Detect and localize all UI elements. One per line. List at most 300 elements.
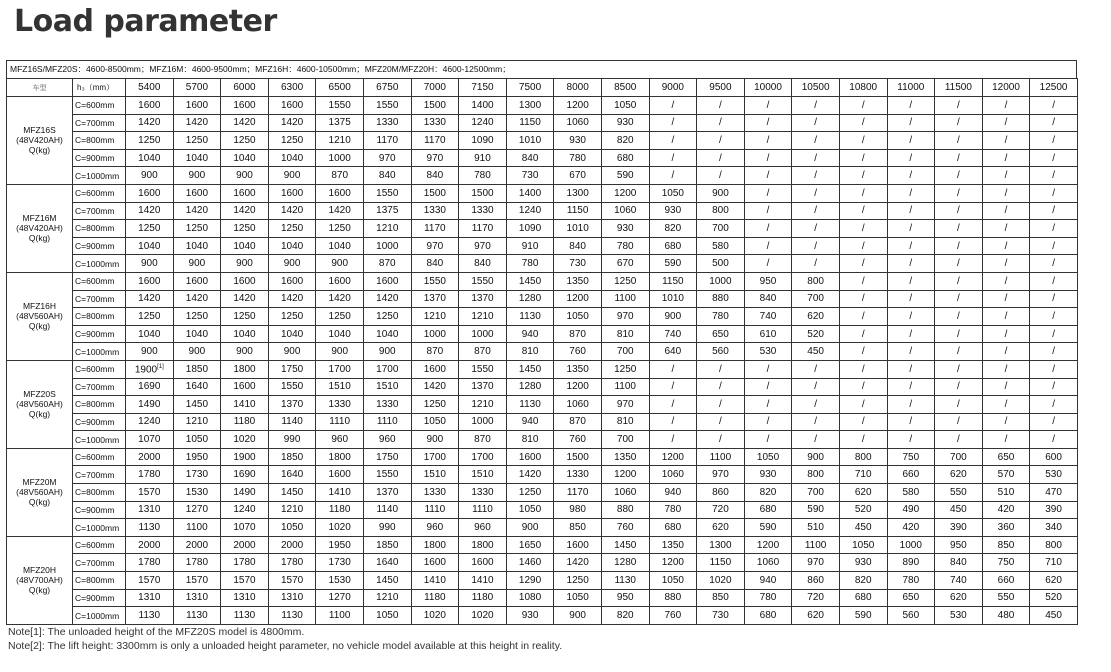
capacity-cell: / (935, 167, 983, 185)
capacity-cell: / (935, 290, 983, 308)
capacity-cell: 1850 (268, 448, 316, 466)
height-header-cell: 6300 (268, 79, 316, 97)
capacity-cell: 1420 (506, 466, 554, 484)
capacity-cell: 1270 (173, 501, 221, 519)
capacity-cell: 1130 (506, 308, 554, 326)
capacity-cell: 340 (1030, 519, 1078, 537)
capacity-cell: 1310 (221, 589, 269, 607)
capacity-cell: 970 (697, 466, 745, 484)
capacity-cell: 1090 (459, 132, 507, 150)
capacity-cell: 1240 (506, 202, 554, 220)
capacity-cell: 900 (221, 167, 269, 185)
capacity-cell: 820 (601, 132, 649, 150)
capacity-cell: 1570 (126, 484, 174, 502)
capacity-cell: 950 (744, 272, 792, 290)
capacity-cell: 850 (982, 536, 1030, 554)
capacity-cell: / (839, 167, 887, 185)
capacity-cell: 720 (792, 589, 840, 607)
capacity-cell: 900 (554, 607, 602, 625)
capacity-cell: 1250 (601, 360, 649, 378)
capacity-cell: 970 (601, 308, 649, 326)
capacity-cell: 1420 (411, 378, 459, 396)
capacity-cell: 870 (411, 343, 459, 361)
capacity-cell: 870 (363, 255, 411, 273)
load-table-container (6, 60, 1077, 625)
capacity-cell: 940 (506, 413, 554, 431)
capacity-cell: 1350 (601, 448, 649, 466)
capacity-cell: 1460 (506, 554, 554, 572)
capacity-cell: 590 (601, 167, 649, 185)
height-column-header: h₃（mm） (73, 79, 126, 97)
capacity-cell: 1210 (459, 308, 507, 326)
capacity-cell: 960 (363, 431, 411, 449)
capacity-cell: / (649, 97, 697, 115)
capacity-cell: / (935, 97, 983, 115)
capacity-cell: / (1030, 255, 1078, 273)
capacity-cell: 1040 (221, 237, 269, 255)
capacity-cell: 840 (935, 554, 983, 572)
capacity-cell: / (1030, 431, 1078, 449)
load-center-cell: C=600mm (73, 448, 126, 466)
capacity-cell: 1600 (268, 184, 316, 202)
capacity-cell: 1040 (268, 325, 316, 343)
capacity-cell: 1300 (697, 536, 745, 554)
capacity-cell: 1510 (316, 378, 364, 396)
load-center-cell: C=600mm (73, 360, 126, 378)
capacity-cell: / (935, 413, 983, 431)
capacity-cell: 1420 (126, 202, 174, 220)
model-name-line: MFZ20S (23, 389, 56, 400)
capacity-cell: 1600 (221, 184, 269, 202)
capacity-cell: 720 (697, 501, 745, 519)
capacity-cell: 1420 (173, 202, 221, 220)
capacity-cell: 680 (744, 607, 792, 625)
capacity-cell: / (935, 237, 983, 255)
capacity-cell: 930 (649, 202, 697, 220)
capacity-cell: / (792, 184, 840, 202)
capacity-cell: / (935, 272, 983, 290)
model-name-line: (48V420AH) (16, 223, 63, 234)
capacity-cell: 950 (601, 589, 649, 607)
capacity-cell: 1130 (126, 607, 174, 625)
capacity-cell: / (887, 149, 935, 167)
table-row (7, 360, 1078, 378)
capacity-cell: 1100 (697, 448, 745, 466)
load-center-cell: C=1000mm (73, 519, 126, 537)
model-name-line: MFZ20H (22, 565, 57, 576)
capacity-cell: 1420 (316, 202, 364, 220)
table-row (7, 589, 1078, 607)
capacity-cell: 1330 (459, 484, 507, 502)
capacity-cell: 1450 (601, 536, 649, 554)
capacity-cell: 1370 (268, 396, 316, 414)
capacity-cell: 940 (744, 572, 792, 590)
capacity-cell: / (697, 167, 745, 185)
capacity-cell: 390 (1030, 501, 1078, 519)
capacity-cell: 1040 (126, 325, 174, 343)
capacity-cell: / (839, 360, 887, 378)
capacity-cell: 1050 (649, 572, 697, 590)
capacity-cell: 1170 (363, 132, 411, 150)
lift-heights-note: MFZ16S/MFZ20S：4600-8500mm；MFZ16M：4600-9500mm；MFZ16H：4600-10500mm；MFZ20M/MFZ20H：4600-12500mm； (6, 60, 1077, 78)
capacity-cell: / (887, 237, 935, 255)
capacity-cell: 900 (173, 167, 221, 185)
capacity-cell: 1640 (268, 466, 316, 484)
capacity-cell: 700 (792, 290, 840, 308)
capacity-cell: 1500 (411, 97, 459, 115)
capacity-cell: 900 (221, 343, 269, 361)
capacity-cell: 1310 (173, 589, 221, 607)
capacity-cell: 2000 (173, 536, 221, 554)
capacity-cell: / (649, 413, 697, 431)
capacity-cell: 840 (554, 237, 602, 255)
capacity-cell: 970 (601, 396, 649, 414)
capacity-cell: 910 (506, 237, 554, 255)
capacity-cell: 1050 (601, 97, 649, 115)
capacity-cell: 1250 (126, 220, 174, 238)
capacity-cell: 1400 (506, 184, 554, 202)
capacity-cell: 1000 (316, 149, 364, 167)
capacity-cell: 1010 (506, 132, 554, 150)
capacity-cell: 1550 (459, 272, 507, 290)
capacity-cell: 520 (792, 325, 840, 343)
capacity-cell: 900 (126, 167, 174, 185)
capacity-cell: 900 (221, 255, 269, 273)
capacity-cell: 970 (459, 237, 507, 255)
capacity-cell: / (982, 184, 1030, 202)
height-header-cell: 6500 (316, 79, 364, 97)
capacity-cell: 2000 (126, 536, 174, 554)
capacity-cell: / (982, 396, 1030, 414)
table-row (7, 308, 1078, 326)
capacity-cell: 1040 (221, 149, 269, 167)
capacity-cell: 930 (839, 554, 887, 572)
capacity-cell: 960 (459, 519, 507, 537)
capacity-cell: 1330 (554, 466, 602, 484)
capacity-cell: 1200 (554, 378, 602, 396)
model-column-header: 车型 (7, 79, 73, 97)
capacity-cell: 600 (1030, 448, 1078, 466)
capacity-cell: 500 (697, 255, 745, 273)
capacity-cell: 740 (649, 325, 697, 343)
capacity-cell: 590 (649, 255, 697, 273)
capacity-cell: 660 (887, 466, 935, 484)
capacity-cell: / (839, 114, 887, 132)
capacity-cell: 810 (506, 431, 554, 449)
capacity-cell: / (792, 255, 840, 273)
capacity-cell: 1060 (744, 554, 792, 572)
capacity-cell: 740 (935, 572, 983, 590)
capacity-cell: / (982, 97, 1030, 115)
capacity-cell: 820 (649, 220, 697, 238)
capacity-cell: 900 (268, 343, 316, 361)
capacity-cell: 1050 (363, 607, 411, 625)
capacity-cell: / (744, 184, 792, 202)
capacity-cell: 1600 (411, 360, 459, 378)
capacity-cell: 1500 (459, 184, 507, 202)
capacity-cell: 840 (363, 167, 411, 185)
capacity-cell: / (839, 97, 887, 115)
load-center-cell: C=800mm (73, 484, 126, 502)
capacity-cell: 870 (554, 413, 602, 431)
capacity-cell: 660 (982, 572, 1030, 590)
model-name-line: (48V420AH) (16, 135, 63, 146)
capacity-cell: 1950 (173, 448, 221, 466)
capacity-cell: 1310 (126, 589, 174, 607)
capacity-cell: 760 (601, 519, 649, 537)
capacity-cell: 1310 (268, 589, 316, 607)
capacity-cell: 1040 (173, 237, 221, 255)
model-name-cell (7, 97, 73, 185)
capacity-cell: / (1030, 360, 1078, 378)
capacity-cell: / (935, 325, 983, 343)
capacity-cell: / (839, 272, 887, 290)
table-row (7, 396, 1078, 414)
height-header-cell: 7500 (506, 79, 554, 97)
capacity-cell: 1060 (601, 484, 649, 502)
capacity-cell: 1950 (316, 536, 364, 554)
capacity-cell: 1370 (459, 378, 507, 396)
capacity-cell: 840 (506, 149, 554, 167)
height-header-cell: 6000 (221, 79, 269, 97)
capacity-cell: 1210 (268, 501, 316, 519)
capacity-cell: / (792, 132, 840, 150)
capacity-cell: / (982, 413, 1030, 431)
table-row (7, 97, 1078, 115)
capacity-cell: / (935, 220, 983, 238)
capacity-cell: 1060 (554, 396, 602, 414)
capacity-cell: 890 (887, 554, 935, 572)
capacity-cell: / (982, 325, 1030, 343)
capacity-cell: / (887, 114, 935, 132)
capacity-cell: / (697, 431, 745, 449)
capacity-cell: 1250 (268, 308, 316, 326)
capacity-cell: 1100 (173, 519, 221, 537)
capacity-cell: / (982, 220, 1030, 238)
capacity-cell: 1420 (554, 554, 602, 572)
capacity-cell: / (744, 220, 792, 238)
capacity-cell: 1600 (126, 97, 174, 115)
height-header-cell: 5700 (173, 79, 221, 97)
capacity-cell: 1050 (506, 501, 554, 519)
capacity-cell: 870 (316, 167, 364, 185)
capacity-cell: / (649, 149, 697, 167)
capacity-cell: 1330 (411, 202, 459, 220)
capacity-cell: 1600 (221, 378, 269, 396)
capacity-cell: 520 (839, 501, 887, 519)
capacity-cell: 990 (363, 519, 411, 537)
capacity-cell: 1850 (173, 360, 221, 378)
capacity-cell: 930 (506, 607, 554, 625)
capacity-cell: 670 (601, 255, 649, 273)
capacity-cell: 1600 (316, 466, 364, 484)
capacity-cell: 1600 (173, 97, 221, 115)
capacity-cell: 970 (792, 554, 840, 572)
load-center-cell: C=800mm (73, 220, 126, 238)
capacity-cell: 700 (792, 484, 840, 502)
capacity-cell: 620 (792, 308, 840, 326)
capacity-cell: 1060 (649, 466, 697, 484)
table-row (7, 237, 1078, 255)
capacity-cell: 1250 (554, 572, 602, 590)
capacity-cell: 1150 (697, 554, 745, 572)
capacity-cell: 1500 (554, 448, 602, 466)
capacity-cell: 1150 (649, 272, 697, 290)
capacity-cell: 800 (697, 202, 745, 220)
capacity-cell: 1000 (459, 325, 507, 343)
capacity-cell: 1450 (506, 360, 554, 378)
model-name-line: Q(kg) (28, 233, 51, 244)
notes (8, 625, 562, 653)
load-center-cell: C=700mm (73, 554, 126, 572)
capacity-cell: 1510 (363, 378, 411, 396)
capacity-cell: 1700 (411, 448, 459, 466)
capacity-cell: 970 (363, 149, 411, 167)
capacity-cell: 1130 (173, 607, 221, 625)
capacity-cell: 820 (839, 572, 887, 590)
capacity-cell: 1200 (744, 536, 792, 554)
capacity-cell: 1490 (221, 484, 269, 502)
capacity-cell: 1410 (411, 572, 459, 590)
model-name-line: Q(kg) (28, 497, 51, 508)
capacity-cell: 1410 (459, 572, 507, 590)
capacity-cell: 1280 (506, 378, 554, 396)
capacity-cell: 530 (935, 607, 983, 625)
capacity-cell: / (935, 132, 983, 150)
capacity-cell: / (792, 413, 840, 431)
height-header-cell: 10500 (792, 79, 840, 97)
model-name-line: MFZ16S (23, 125, 56, 136)
table-row (7, 378, 1078, 396)
capacity-cell: / (697, 97, 745, 115)
load-center-cell: C=700mm (73, 466, 126, 484)
capacity-cell: / (982, 290, 1030, 308)
capacity-cell: / (935, 308, 983, 326)
capacity-cell: 1250 (126, 308, 174, 326)
capacity-cell: 1130 (221, 607, 269, 625)
capacity-cell: / (1030, 343, 1078, 361)
capacity-cell: 1450 (506, 272, 554, 290)
capacity-cell: / (839, 237, 887, 255)
capacity-cell: 1530 (316, 572, 364, 590)
capacity-cell: 780 (506, 255, 554, 273)
model-name-line: Q(kg) (28, 145, 51, 156)
capacity-cell: / (1030, 220, 1078, 238)
capacity-cell: 450 (792, 343, 840, 361)
capacity-cell: 800 (792, 272, 840, 290)
capacity-cell: 900 (173, 343, 221, 361)
load-center-cell: C=900mm (73, 501, 126, 519)
capacity-cell: / (1030, 396, 1078, 414)
capacity-cell: / (887, 343, 935, 361)
capacity-cell: 1210 (173, 413, 221, 431)
capacity-cell: 960 (316, 431, 364, 449)
capacity-cell: 1600 (554, 536, 602, 554)
capacity-cell: 1200 (601, 466, 649, 484)
capacity-cell: 1420 (126, 114, 174, 132)
capacity-cell: 1370 (363, 484, 411, 502)
capacity-cell: 1550 (363, 466, 411, 484)
capacity-cell: 1600 (268, 272, 316, 290)
capacity-cell: / (935, 378, 983, 396)
capacity-cell: / (887, 413, 935, 431)
capacity-cell: 1050 (839, 536, 887, 554)
capacity-cell: 900 (173, 255, 221, 273)
capacity-cell: 700 (935, 448, 983, 466)
height-header-cell: 6750 (363, 79, 411, 97)
capacity-cell: 1210 (363, 220, 411, 238)
capacity-cell: / (935, 255, 983, 273)
capacity-cell: 2000 (221, 536, 269, 554)
capacity-cell: 620 (935, 466, 983, 484)
capacity-cell: / (935, 149, 983, 167)
capacity-cell: 390 (935, 519, 983, 537)
capacity-cell: 1060 (554, 114, 602, 132)
table-row (7, 149, 1078, 167)
capacity-cell: / (982, 149, 1030, 167)
capacity-cell: 1410 (221, 396, 269, 414)
capacity-cell: / (697, 360, 745, 378)
capacity-cell: 1250 (126, 132, 174, 150)
capacity-cell: / (744, 202, 792, 220)
capacity-cell: 1250 (268, 132, 316, 150)
capacity-cell: 1850 (363, 536, 411, 554)
capacity-cell: 550 (982, 589, 1030, 607)
capacity-cell: 1375 (316, 114, 364, 132)
capacity-cell: 470 (1030, 484, 1078, 502)
capacity-cell: 1150 (554, 202, 602, 220)
capacity-cell: 860 (792, 572, 840, 590)
capacity-cell: / (744, 378, 792, 396)
capacity-cell: 1350 (554, 272, 602, 290)
capacity-cell: 810 (601, 413, 649, 431)
capacity-cell (126, 360, 174, 378)
capacity-cell: / (839, 325, 887, 343)
height-header-cell: 10800 (839, 79, 887, 97)
capacity-cell: 1570 (173, 572, 221, 590)
capacity-cell: 650 (982, 448, 1030, 466)
capacity-cell: / (839, 308, 887, 326)
capacity-cell: 1450 (363, 572, 411, 590)
capacity-cell: 900 (363, 343, 411, 361)
capacity-cell: / (935, 184, 983, 202)
model-name-cell (7, 184, 73, 272)
load-center-cell: C=600mm (73, 97, 126, 115)
capacity-cell: 1550 (363, 184, 411, 202)
capacity-cell: / (649, 396, 697, 414)
capacity-cell: 710 (1030, 554, 1078, 572)
capacity-cell: 1780 (173, 554, 221, 572)
capacity-cell: / (887, 396, 935, 414)
capacity-cell: / (1030, 202, 1078, 220)
capacity-cell: / (982, 255, 1030, 273)
capacity-cell: 1250 (506, 484, 554, 502)
capacity-cell: / (887, 184, 935, 202)
capacity-cell: 1310 (126, 501, 174, 519)
table-row (7, 114, 1078, 132)
capacity-cell: 1800 (411, 536, 459, 554)
capacity-cell: 1180 (221, 413, 269, 431)
capacity-cell: / (697, 132, 745, 150)
capacity-cell: 450 (839, 519, 887, 537)
model-name-line: MFZ16H (22, 301, 57, 312)
load-center-cell: C=900mm (73, 149, 126, 167)
table-row (7, 536, 1078, 554)
capacity-cell: 970 (411, 237, 459, 255)
load-center-cell: C=800mm (73, 132, 126, 150)
capacity-cell: 900 (649, 308, 697, 326)
capacity-cell: / (887, 290, 935, 308)
